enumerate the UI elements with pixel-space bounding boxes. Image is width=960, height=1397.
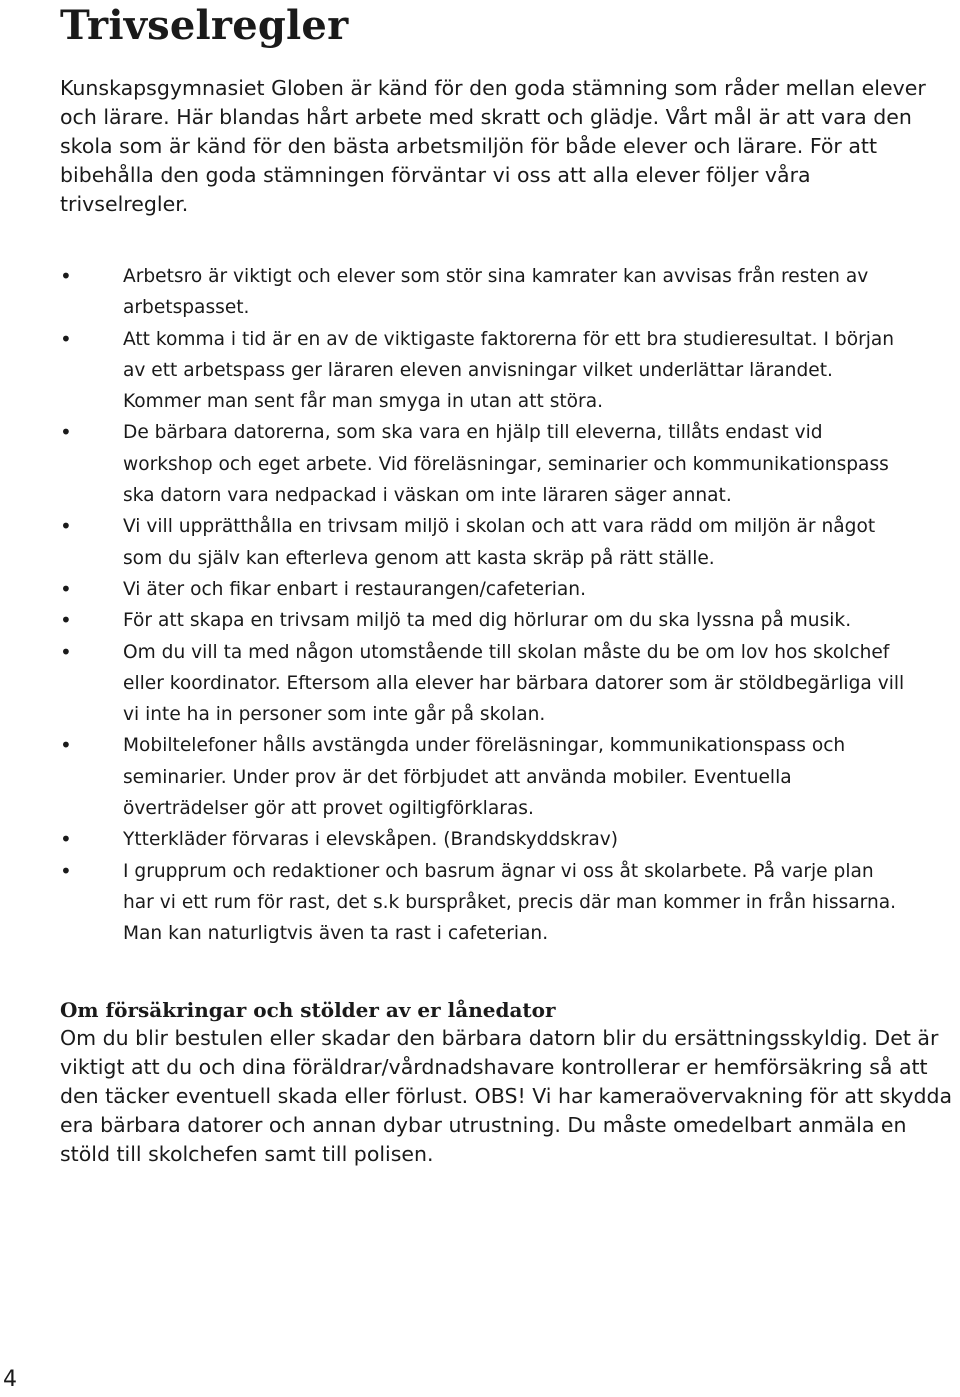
bullet-icon: • xyxy=(60,827,72,852)
bullet-icon: • xyxy=(60,514,72,539)
bullet-icon: • xyxy=(60,858,72,883)
rule-text: Om du vill ta med någon utomstående till skolan måste du be om lov hos skolchef eller koordinator. Eftersom alla elever har bärbara datorer som är stöldbegärliga vill vi inte ha in personer som inte går på skolan. xyxy=(123,641,905,726)
list-item xyxy=(60,261,910,324)
list-item xyxy=(60,605,910,636)
rule-text: Arbetsro är viktigt och elever som stör sina kamrater kan avvisas från resten av arbetspasset. xyxy=(123,266,869,319)
bullet-icon: • xyxy=(60,639,72,664)
rules-list xyxy=(60,261,910,950)
bullet-icon: • xyxy=(60,326,72,351)
rule-text: Mobiltelefoner hålls avstängda under föreläsningar, kommunikationspass och seminarier. Under prov är det förbjudet att använda mobiler. Eventuella överträdelser gör att provet ogiltigförklaras. xyxy=(123,735,846,820)
intro-paragraph: Kunskapsgymnasiet Globen är känd för den goda stämning som råder mellan elever och lärare. Här blandas hårt arbete med skratt och glädje. Vårt mål är att vara den skola som är känd för den bästa arbetsmiljön för både elever och lärare. För att bibehålla den goda stämningen förväntar vi oss att alla elever följer våra trivselregler. xyxy=(60,76,926,216)
list-item xyxy=(60,574,910,605)
list-item xyxy=(60,637,910,731)
list-item xyxy=(60,824,910,855)
section-heading: Om försäkringar och stölder av er lånedator xyxy=(60,997,556,1022)
list-item xyxy=(60,856,910,950)
bullet-icon: • xyxy=(60,420,72,445)
rule-text: Vi äter och fikar enbart i restaurangen/cafeterian. xyxy=(123,578,586,600)
bullet-icon: • xyxy=(60,733,72,758)
page-title: Trivselregler xyxy=(60,2,349,49)
rule-text: Vi vill upprätthålla en trivsam miljö i skolan och att vara rädd om miljön är något som du själv kan efterleva genom att kasta skräp på rätt ställe. xyxy=(123,516,876,569)
bullet-icon: • xyxy=(60,264,72,288)
rule-text: De bärbara datorerna, som ska vara en hjälp till eleverna, tillåts endast vid workshop och eget arbete. Vid föreläsningar, seminarier och kommunikationspass ska datorn vara nedpackad i väskan om inte läraren säger annat. xyxy=(123,422,889,507)
rule-text: I grupprum och redaktioner och basrum ägnar vi oss åt skolarbete. På varje plan har vi ett rum för rast, det s.k burspråket, precis där man kommer in från hissarna. Man kan naturligtvis även ta rast i cafeterian. xyxy=(123,860,897,945)
page-number: 4 xyxy=(3,1367,17,1392)
bullet-icon: • xyxy=(60,576,72,601)
list-item xyxy=(60,417,910,511)
section-paragraph: Om du blir bestulen eller skadar den bärbara datorn blir du ersättningsskyldig. Det är viktigt att du och dina föräldrar/vårdnadshavare kontrollerar er hemförsäkring så att den täcker eventuell skada eller förlust. OBS! Vi har kameraövervakning för att skydda era bärbara datorer och annan dybar utrustning. Du måste omedelbart anmäla en stöld till skolchefen samt till polisen. xyxy=(60,1025,953,1167)
rule-text: Att komma i tid är en av de viktigaste faktorerna för ett bra studieresultat. I början av ett arbetspass ger läraren eleven anvisningar vilket underlättar lärandet. Kommer man sent får man smyga in utan att störa. xyxy=(123,328,895,413)
rule-text: Ytterkläder förvaras i elevskåpen. (Brandskyddskrav) xyxy=(123,829,619,851)
bullet-icon: • xyxy=(60,608,72,633)
rule-text: För att skapa en trivsam miljö ta med dig hörlurar om du ska lyssna på musik. xyxy=(123,610,852,632)
document-page xyxy=(60,0,960,1170)
list-item xyxy=(60,511,910,574)
list-item xyxy=(60,730,910,824)
list-item xyxy=(60,324,910,418)
